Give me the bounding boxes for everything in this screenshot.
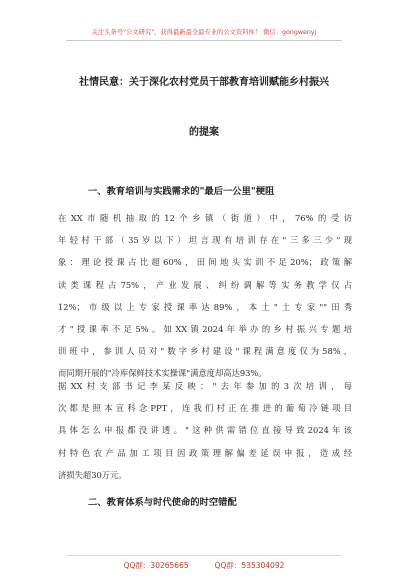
footer-qq-group-1: QQ群：30265665 — [123, 561, 189, 570]
paragraph-line: 象：理论授课占比超60%，田间地头实训不足20%；政策解 — [58, 257, 352, 268]
paragraph-line: 村特色农产品加工项目因政策理解偏差延误申报，造成经 — [58, 447, 352, 458]
paragraph-line: 年轻村干部（35岁以下）坦言现有培训存在"三多三少"现 — [58, 235, 352, 246]
header-notice: 关注头条号"公文研究"，获得最新最全最专业的公文资料库！ 微信：gongwenyj — [91, 29, 317, 36]
paragraph-line: 读类课程占75%，产业发展、纠纷调解等实务教学仅占 — [58, 279, 352, 290]
header-divider — [66, 40, 342, 41]
section-1-heading: 一、教育培训与实践需求的"最后一公里"梗阻 — [88, 186, 275, 197]
section-2-heading: 二、教育体系与时代使命的时空错配 — [88, 497, 237, 508]
footer-contact — [0, 560, 408, 571]
paragraph-line: 而同期开展的"冷库保鲜技术实操课"满意度却高达93%。 — [58, 368, 267, 379]
section-1-paragraph-2 — [58, 375, 352, 486]
footer-qq-group-2: QQ群：535304092 — [214, 561, 285, 570]
section-1-paragraph-1 — [58, 207, 352, 385]
paragraph-line: 才"授课率不足5%。如XX镇2024年举办的乡村振兴专题培 — [58, 323, 352, 334]
paragraph-line: 12%；市级以上专家授课率达89%，本土"土专家""田秀 — [58, 301, 352, 312]
document-title-line-1: 社情民意：关于深化农村党员干部教育培训赋能乡村振兴 — [79, 77, 329, 88]
paragraph-line: 具体怎么申报都没讲透。"这种供需错位直接导致2024年该 — [58, 425, 352, 436]
paragraph-line: 训班中，参训人员对"数字乡村建设"课程满意度仅为58%， — [58, 346, 352, 357]
paragraph-line: 次都是照本宣科念PPT，连我们村正在推进的葡萄冷链项目 — [58, 403, 352, 414]
paragraph-line: 在XX市随机抽取的12个乡镇（街道）中，76%的受访 — [58, 213, 352, 223]
paragraph-line: 济损失超30万元。 — [58, 469, 127, 480]
paragraph-line: 据XX村支部书记李某反映："去年参加的3次培训，每 — [58, 381, 352, 391]
document-title-line-2: 的提案 — [189, 127, 219, 138]
footer-divider — [66, 555, 342, 556]
